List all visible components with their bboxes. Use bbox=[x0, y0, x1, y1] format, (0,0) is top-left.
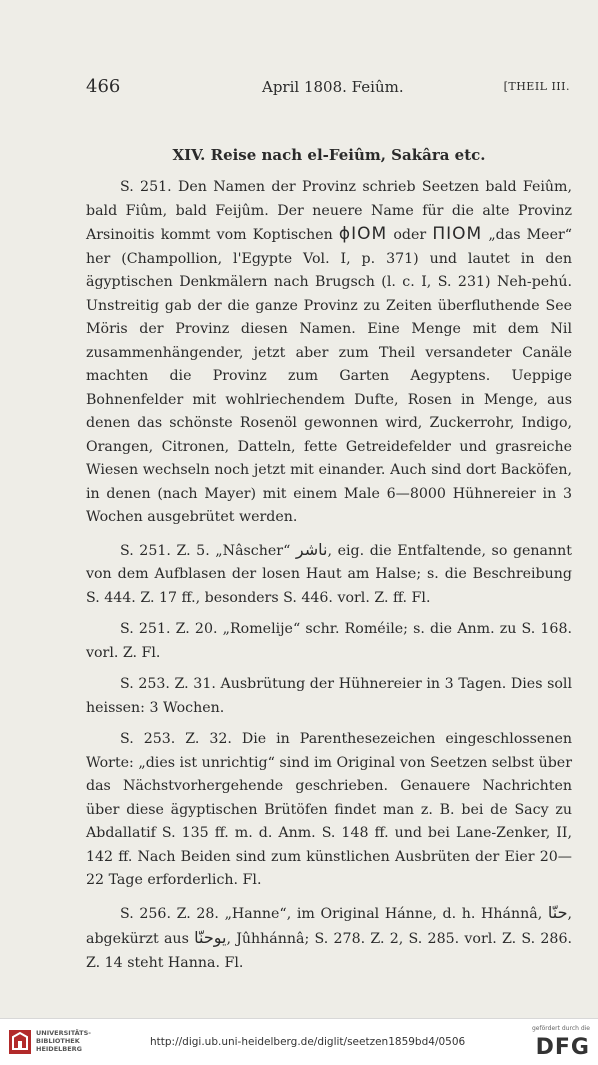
paragraph-text: S. 251. Den Namen der Provinz schrieb Seetzen bald Feiûm, bald Fiûm, bald Feijûm. Der neuere Name für die alte Provinz Arsinoitis kommt vom Koptischen bbox=[86, 179, 572, 243]
paragraph-text: S. 256. Z. 28. „Hanne“, im Original Hánne, d. h. Hhánnâ, bbox=[120, 905, 548, 922]
paragraph-text: , eig. die Entfaltende, so genannt von dem Aufblasen der losen Haut am Halse; s. die Beschreibung S. 444. Z. 17 ff., besonders S. 446. vorl. Z. ff. Fl. bbox=[86, 542, 572, 606]
arabic-word: يوحنّا bbox=[194, 928, 227, 947]
paragraph-3: S. 251. Z. 20. „Romelije“ schr. Roméile; s. die Anm. zu S. 168. vorl. Z. Fl. bbox=[86, 621, 572, 661]
funded-by-label: gefördert durch die bbox=[532, 1025, 590, 1032]
paragraph-text: S. 251. Z. 5. „Nâscher“ bbox=[120, 542, 296, 559]
viewer-footer bbox=[0, 1018, 598, 1065]
dfg-logo[interactable]: DFG bbox=[535, 1035, 590, 1060]
paragraph-text: , abgekürzt aus bbox=[86, 905, 572, 947]
paragraph-6 bbox=[86, 901, 572, 976]
arabic-word: حنّا bbox=[547, 902, 568, 922]
library-name: UNIVERSITÄTS- BIBLIOTHEK HEIDELBERG bbox=[36, 1029, 91, 1053]
paragraph-5: S. 253. Z. 32. Die in Parenthesezeichen eingeschlossenen Worte: „dies ist unrichtig“ sind im Original von Seetzen selbst über das Nächstvorhergehende geschrieben. Genauere Nachrichten über diese ägyptischen Brütöfen findet man z. B. bei de Sacy zu Abdallatif S. 135 ff. m. d. Anm. S. 148 ff. und bei Lane-Zenker, II, 142 ff. Nach Beiden sind zum künstlichen Ausbrüten der Eier 20—22 Tage erforderlich. Fl. bbox=[86, 731, 572, 888]
coptic-word: ΠIOM bbox=[432, 224, 483, 244]
chapter-title: XIV. Reise nach el-Feiûm, Sakâra etc. bbox=[172, 146, 486, 164]
arabic-word: ناشر bbox=[295, 539, 328, 559]
running-title: April 1808. Feiûm. bbox=[262, 78, 404, 96]
coptic-word: ϕIOM bbox=[338, 224, 388, 244]
university-seal-icon bbox=[8, 1029, 32, 1055]
page-number: 466 bbox=[86, 76, 121, 97]
paragraph-1 bbox=[86, 176, 572, 530]
paragraph-text: „das Meer“ her (Champollion, l'Egypte Vol. I, p. 371) und lautet in den ägyptischen Denkmälern nach Brugsch (l. c. I, S. 231) Neh-pehú. Unstreitig gab der die ganze Provinz zu Zeiten überfluthende See Möris der Provinz diesen Namen. Eine Menge mit dem Nil zusammenhängender, jetzt aber zum Theil versandeter Canäle machten die Provinz zum Garten Aegyptens. Ueppige Bohnenfelder mit wohlriechendem Dufte, Rosen in Menge, aus denen das schönste Rosenöl gewonnen wird, Zuckerrohr, Indigo, Orangen, Citronen, Datteln, fette Getreidefelder und grasreiche Wiesen wechseln noch jetzt mit einander. Auch sind dort Backöfen, in denen (nach Mayer) mit einem Male 6—8000 Hühnereier in 3 Wochen ausgebrütet werden. bbox=[86, 227, 572, 525]
paragraph-text: , Jûhhánnâ; S. 278. Z. 2, S. 285. vorl. Z. S. 286. Z. 14 steht Hanna. Fl. bbox=[86, 931, 572, 971]
paragraph-text: oder bbox=[387, 227, 433, 243]
running-header bbox=[86, 76, 572, 98]
paragraph-2 bbox=[86, 538, 572, 611]
paragraph-4: S. 253. Z. 31. Ausbrütung der Hühnereier in 3 Tagen. Dies soll heissen: 3 Wochen. bbox=[86, 676, 572, 716]
body-text bbox=[86, 176, 572, 975]
part-label: [THEIL III. bbox=[503, 80, 570, 93]
document-url-link[interactable]: http://digi.ub.uni-heidelberg.de/diglit/seetzen1859bd4/0506 bbox=[150, 1036, 466, 1048]
